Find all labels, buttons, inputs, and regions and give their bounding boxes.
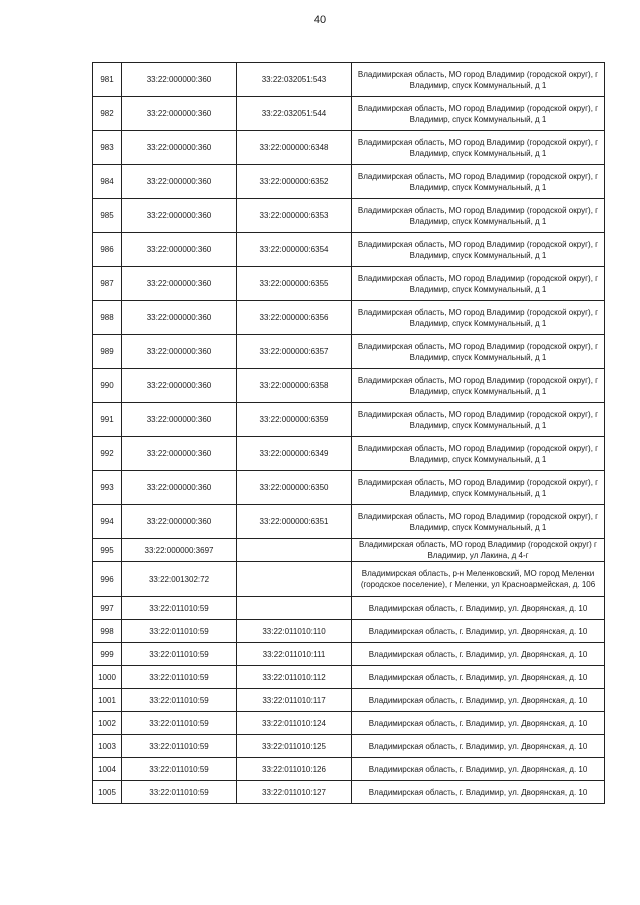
row-number: 986: [93, 233, 122, 267]
table-row: [93, 666, 605, 689]
parent-cadastral-number: 33:22:011010:59: [122, 735, 237, 758]
parent-cadastral-number: 33:22:011010:59: [122, 597, 237, 620]
parent-cadastral-number: 33:22:000000:360: [122, 267, 237, 301]
table-row: [93, 758, 605, 781]
row-number: 1005: [93, 781, 122, 804]
address: Владимирская область, МО город Владимир (городской округ), г Владимир, спуск Коммунальный, д 1: [352, 301, 605, 335]
address: Владимирская область, МО город Владимир (городской округ) г Владимир, ул Лакина, д 4-г: [352, 539, 605, 562]
row-number: 995: [93, 539, 122, 562]
parent-cadastral-number: 33:22:000000:360: [122, 233, 237, 267]
page-number: 40: [313, 14, 327, 26]
parent-cadastral-number: 33:22:000000:360: [122, 63, 237, 97]
table-row: [93, 781, 605, 804]
table-row: [93, 689, 605, 712]
row-number: 981: [93, 63, 122, 97]
row-number: 992: [93, 437, 122, 471]
address: Владимирская область, МО город Владимир (городской округ), г Владимир, спуск Коммунальный, д 1: [352, 233, 605, 267]
table-row: [93, 403, 605, 437]
table-row: [93, 233, 605, 267]
parent-cadastral-number: 33:22:011010:59: [122, 643, 237, 666]
parent-cadastral-number: 33:22:000000:360: [122, 471, 237, 505]
cadastral-number: 33:22:000000:6350: [237, 471, 352, 505]
cadastral-number: 33:22:011010:125: [237, 735, 352, 758]
parent-cadastral-number: 33:22:011010:59: [122, 781, 237, 804]
table-row: [93, 267, 605, 301]
table-row: [93, 301, 605, 335]
table-row: [93, 539, 605, 562]
parent-cadastral-number: 33:22:011010:59: [122, 689, 237, 712]
cadastral-number: 33:22:000000:6359: [237, 403, 352, 437]
table-row: [93, 63, 605, 97]
cadastral-number: 33:22:000000:6358: [237, 369, 352, 403]
row-number: 987: [93, 267, 122, 301]
cadastral-number: 33:22:000000:6353: [237, 199, 352, 233]
row-number: 1000: [93, 666, 122, 689]
parent-cadastral-number: 33:22:000000:360: [122, 369, 237, 403]
address: Владимирская область, г. Владимир, ул. Дворянская, д. 10: [352, 781, 605, 804]
row-number: 982: [93, 97, 122, 131]
property-registry-table: [92, 62, 605, 804]
row-number: 988: [93, 301, 122, 335]
cadastral-number: 33:22:000000:6354: [237, 233, 352, 267]
parent-cadastral-number: 33:22:000000:360: [122, 505, 237, 539]
address: Владимирская область, г. Владимир, ул. Дворянская, д. 10: [352, 735, 605, 758]
row-number: 994: [93, 505, 122, 539]
parent-cadastral-number: 33:22:011010:59: [122, 666, 237, 689]
table-row: [93, 131, 605, 165]
address: Владимирская область, г. Владимир, ул. Дворянская, д. 10: [352, 620, 605, 643]
table-row: [93, 620, 605, 643]
parent-cadastral-number: 33:22:000000:360: [122, 437, 237, 471]
address: Владимирская область, г. Владимир, ул. Дворянская, д. 10: [352, 597, 605, 620]
cadastral-number: 33:22:000000:6348: [237, 131, 352, 165]
parent-cadastral-number: 33:22:000000:360: [122, 301, 237, 335]
address: Владимирская область, МО город Владимир (городской округ), г Владимир, спуск Коммунальный, д 1: [352, 437, 605, 471]
row-number: 1004: [93, 758, 122, 781]
address: Владимирская область, МО город Владимир (городской округ), г Владимир, спуск Коммунальный, д 1: [352, 199, 605, 233]
parent-cadastral-number: 33:22:011010:59: [122, 758, 237, 781]
cadastral-number: 33:22:011010:124: [237, 712, 352, 735]
cadastral-number: [237, 539, 352, 562]
row-number: 996: [93, 562, 122, 597]
table-row: [93, 437, 605, 471]
cadastral-number: 33:22:032051:544: [237, 97, 352, 131]
table-row: [93, 597, 605, 620]
table-row: [93, 505, 605, 539]
address: Владимирская область, МО город Владимир (городской округ), г Владимир, спуск Коммунальный, д 1: [352, 165, 605, 199]
table-row: [93, 735, 605, 758]
row-number: 990: [93, 369, 122, 403]
address: Владимирская область, г. Владимир, ул. Дворянская, д. 10: [352, 758, 605, 781]
row-number: 993: [93, 471, 122, 505]
cadastral-number: [237, 597, 352, 620]
row-number: 991: [93, 403, 122, 437]
cadastral-number: 33:22:032051:543: [237, 63, 352, 97]
parent-cadastral-number: 33:22:000000:360: [122, 97, 237, 131]
address: Владимирская область, МО город Владимир (городской округ), г Владимир, спуск Коммунальный, д 1: [352, 97, 605, 131]
cadastral-number: 33:22:000000:6356: [237, 301, 352, 335]
row-number: 983: [93, 131, 122, 165]
cadastral-number: 33:22:011010:126: [237, 758, 352, 781]
cadastral-number: 33:22:011010:112: [237, 666, 352, 689]
parent-cadastral-number: 33:22:000000:360: [122, 403, 237, 437]
parent-cadastral-number: 33:22:000000:360: [122, 131, 237, 165]
row-number: 989: [93, 335, 122, 369]
table-row: [93, 199, 605, 233]
address: Владимирская область, г. Владимир, ул. Дворянская, д. 10: [352, 689, 605, 712]
address: Владимирская область, МО город Владимир (городской округ), г Владимир, спуск Коммунальный, д 1: [352, 131, 605, 165]
table-row: [93, 562, 605, 597]
cadastral-number: 33:22:011010:117: [237, 689, 352, 712]
cadastral-number: 33:22:011010:111: [237, 643, 352, 666]
table-body: [93, 63, 605, 804]
address: Владимирская область, МО город Владимир (городской округ), г Владимир, спуск Коммунальный, д 1: [352, 505, 605, 539]
parent-cadastral-number: 33:22:000000:360: [122, 199, 237, 233]
row-number: 1002: [93, 712, 122, 735]
address: Владимирская область, МО город Владимир (городской округ), г Владимир, спуск Коммунальный, д 1: [352, 471, 605, 505]
table-row: [93, 97, 605, 131]
row-number: 999: [93, 643, 122, 666]
address: Владимирская область, г. Владимир, ул. Дворянская, д. 10: [352, 666, 605, 689]
parent-cadastral-number: 33:22:011010:59: [122, 620, 237, 643]
address: Владимирская область, р-н Меленковский, МО город Меленки (городское поселение), г Меленки, ул Красноармейская, д. 106: [352, 562, 605, 597]
row-number: 984: [93, 165, 122, 199]
address: Владимирская область, МО город Владимир (городской округ), г Владимир, спуск Коммунальный, д 1: [352, 403, 605, 437]
parent-cadastral-number: 33:22:000000:3697: [122, 539, 237, 562]
row-number: 1003: [93, 735, 122, 758]
parent-cadastral-number: 33:22:001302:72: [122, 562, 237, 597]
table-row: [93, 335, 605, 369]
address: Владимирская область, МО город Владимир (городской округ), г Владимир, спуск Коммунальный, д 1: [352, 335, 605, 369]
row-number: 1001: [93, 689, 122, 712]
table-row: [93, 643, 605, 666]
cadastral-number: 33:22:011010:110: [237, 620, 352, 643]
cadastral-number: 33:22:000000:6349: [237, 437, 352, 471]
cadastral-number: 33:22:000000:6352: [237, 165, 352, 199]
parent-cadastral-number: 33:22:000000:360: [122, 335, 237, 369]
cadastral-number: 33:22:000000:6357: [237, 335, 352, 369]
table-row: [93, 369, 605, 403]
cadastral-number: 33:22:000000:6355: [237, 267, 352, 301]
address: Владимирская область, МО город Владимир (городской округ), г Владимир, спуск Коммунальный, д 1: [352, 63, 605, 97]
cadastral-number: [237, 562, 352, 597]
address: Владимирская область, г. Владимир, ул. Дворянская, д. 10: [352, 712, 605, 735]
table-row: [93, 165, 605, 199]
parent-cadastral-number: 33:22:000000:360: [122, 165, 237, 199]
address: Владимирская область, МО город Владимир (городской округ), г Владимир, спуск Коммунальный, д 1: [352, 267, 605, 301]
table-row: [93, 471, 605, 505]
address: Владимирская область, МО город Владимир (городской округ), г Владимир, спуск Коммунальный, д 1: [352, 369, 605, 403]
table-row: [93, 712, 605, 735]
parent-cadastral-number: 33:22:011010:59: [122, 712, 237, 735]
cadastral-number: 33:22:011010:127: [237, 781, 352, 804]
row-number: 997: [93, 597, 122, 620]
cadastral-number: 33:22:000000:6351: [237, 505, 352, 539]
row-number: 985: [93, 199, 122, 233]
address: Владимирская область, г. Владимир, ул. Дворянская, д. 10: [352, 643, 605, 666]
row-number: 998: [93, 620, 122, 643]
